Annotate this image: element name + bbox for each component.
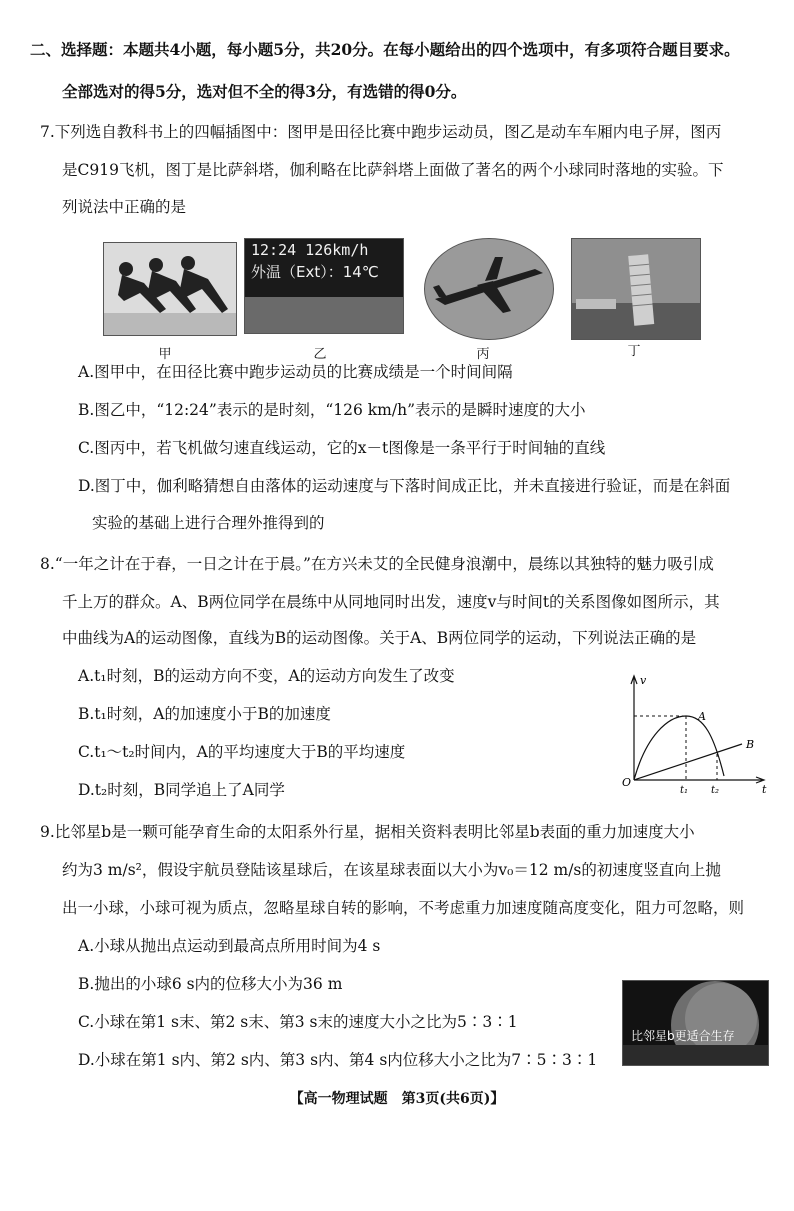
- q8-option-d: D.t₂时刻，B同学追上了A同学: [78, 781, 285, 799]
- q9-option-d: D.小球在第1 s内、第2 s内、第3 s内、第4 s内位移大小之比为7∶5∶3∶1: [78, 1051, 598, 1069]
- curve-a: [634, 716, 724, 780]
- q9-option-b: B.抛出的小球6 s内的位移大小为36 m: [78, 975, 343, 993]
- figure-bing-c919-plane: [424, 238, 554, 340]
- caption-bing: 丙: [476, 347, 490, 362]
- q7-option-c: C.图丙中，若飞机做匀速直线运动，它的x－t图像是一条平行于时间轴的直线: [78, 439, 606, 457]
- page-footer: 【高一物理试题 第3页(共6页)】: [289, 1091, 505, 1107]
- q9-stem-1: 9.比邻星b是一颗可能孕育生命的太阳系外行星，据相关资料表明比邻星b表面的重力加速度大小: [40, 823, 695, 841]
- q9-option-a: A.小球从抛出点运动到最高点所用时间为4 s: [78, 937, 381, 955]
- q9-stem-3: 出一小球，小球可视为质点，忽略星球自转的影响，不考虑重力加速度随高度变化，阻力可忽略，则: [62, 899, 745, 917]
- q9-planet-image: [622, 980, 769, 1066]
- planet-caption: 比邻星b更适合生存: [631, 1029, 735, 1043]
- q8-stem-3: 中曲线为A的运动图像，直线为B的运动图像。关于A、B两位同学的运动，下列说法正确的是: [62, 629, 697, 647]
- screen-time-speed: 12:24 126km/h: [251, 241, 369, 259]
- caption-yi: 乙: [313, 347, 327, 362]
- q7-option-b: B.图乙中，“12:24”表示的是时刻，“126 km/h”表示的是瞬时速度的大小: [78, 401, 586, 419]
- label-b: B: [746, 738, 755, 751]
- figure-jia-runners: [103, 242, 237, 336]
- caption-ding: 丁: [627, 344, 641, 359]
- label-origin: O: [622, 776, 632, 789]
- q7-stem-3: 列说法中正确的是: [62, 198, 187, 216]
- section-title: 二、选择题：本题共4小题，每小题5分，共20分。在每小题给出的四个选项中，有多项符合题目要求。: [30, 40, 740, 59]
- q7-option-a: A.图甲中，在田径比赛中跑步运动员的比赛成绩是一个时间间隔: [78, 363, 513, 381]
- q9-stem-2: 约为3 m/s²，假设宇航员登陆该星球后，在该星球表面以大小为v₀＝12 m/s的初速度竖直向上抛: [62, 861, 721, 879]
- label-v: v: [640, 674, 647, 687]
- q8-option-a: A.t₁时刻，B的运动方向不变，A的运动方向发生了改变: [78, 667, 455, 685]
- section-scoring: 全部选对的得5分，选对但不全的得3分，有选错的得0分。: [62, 82, 467, 101]
- label-t2: t₂: [711, 785, 720, 796]
- q8-stem-2: 千上万的群众。A、B两位同学在晨练中从同地同时出发，速度v与时间t的关系图像如图所示，其: [62, 593, 720, 611]
- q7-stem-1: 7.下列选自教科书上的四幅插图中：图甲是田径比赛中跑步运动员，图乙是动车车厢内电子屏，图丙: [40, 123, 722, 141]
- label-a: A: [698, 710, 706, 723]
- caption-jia: 甲: [158, 347, 172, 362]
- q7-option-d: D.图丁中，伽利略猜想自由落体的运动速度与下落时间成正比，并未直接进行验证，而是在斜面: [78, 477, 731, 495]
- figure-ding-pisa-tower: [571, 238, 701, 340]
- q7-option-d-cont: 实验的基础上进行合理外推得到的: [92, 514, 325, 532]
- label-t: t: [762, 783, 767, 796]
- q7-stem-2: 是C919飞机，图丁是比萨斜塔，伽利略在比萨斜塔上面做了著名的两个小球同时落地的实验。下: [62, 161, 724, 179]
- q9-option-c: C.小球在第1 s末、第2 s末、第3 s末的速度大小之比为5∶3∶1: [78, 1013, 518, 1031]
- screen-temperature: 外温（Ext）：14℃: [251, 263, 379, 281]
- q8-stem-1: 8.“一年之计在于春，一日之计在于晨。”在方兴未艾的全民健身浪潮中，晨练以其独特的魅力吸引成: [40, 555, 714, 573]
- q8-vt-graph: [612, 672, 772, 798]
- label-t1: t₁: [680, 785, 689, 796]
- q8-option-c: C.t₁～t₂时间内，A的平均速度大于B的平均速度: [78, 743, 406, 761]
- figure-yi-train-screen: [244, 238, 404, 334]
- line-b: [634, 744, 742, 780]
- q8-option-b: B.t₁时刻，A的加速度小于B的加速度: [78, 705, 331, 723]
